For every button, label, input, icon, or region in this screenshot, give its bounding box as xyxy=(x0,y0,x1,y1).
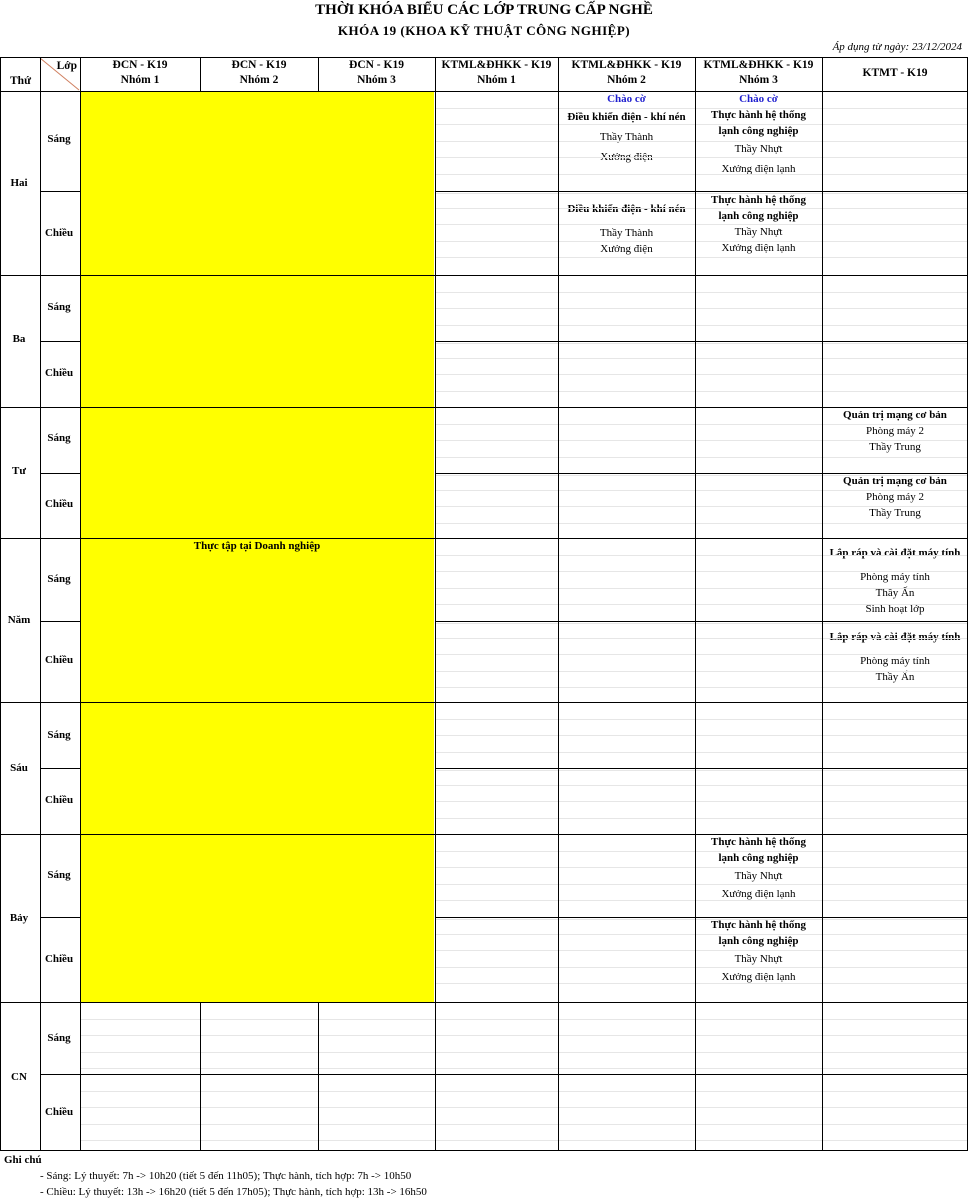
grid-line xyxy=(435,257,968,258)
grid-line xyxy=(40,917,80,918)
slot-bay-chieu-ktml3: Thực hành hệ thống lạnh công nghiệp Thầy Nhựt Xưởng điện lạnh xyxy=(711,919,806,983)
slot-nam-chieu-ktmt: Lắp ráp và cài đặt máy tính Phòng máy tính Thầy Ấn xyxy=(829,631,961,683)
grid-line xyxy=(435,343,968,344)
grid-line xyxy=(435,457,968,458)
grid-line xyxy=(435,818,968,819)
grid-line xyxy=(435,424,968,425)
column-header-5: KTML&ĐHKK - K19 Nhóm 2 xyxy=(571,59,682,86)
grid-line xyxy=(435,752,968,753)
session-morning: Sáng xyxy=(47,1032,71,1044)
slot-hai-sang-ktml2: Chào cờ Điều khiển điện - khí nén Thầy Thành Xưởng điện xyxy=(567,93,686,163)
session-morning: Sáng xyxy=(47,573,71,585)
grid-line xyxy=(435,851,968,852)
grid-line xyxy=(40,191,80,192)
grid-line xyxy=(435,801,968,802)
grid-line xyxy=(40,621,80,622)
page-title: THỜI KHÓA BIỂU CÁC LỚP TRUNG CẤP NGHỀ xyxy=(315,2,653,18)
header-lop: Lớp xyxy=(56,60,77,72)
session-afternoon: Chiều xyxy=(44,654,74,666)
timetable xyxy=(0,57,968,1151)
grid-line xyxy=(435,623,968,624)
day-bay: Bảy xyxy=(9,912,29,924)
grid-line xyxy=(200,57,201,91)
grid-line xyxy=(435,917,968,918)
grid-line xyxy=(435,374,968,375)
grid-line xyxy=(435,224,968,225)
grid-line xyxy=(435,241,968,242)
grid-line xyxy=(80,1074,968,1075)
grid-line xyxy=(0,1150,968,1151)
grid-line xyxy=(435,884,968,885)
grid-line xyxy=(435,341,968,342)
grid-line xyxy=(435,983,968,984)
session-morning: Sáng xyxy=(47,133,71,145)
grid-line xyxy=(80,1107,968,1108)
grid-line xyxy=(435,124,968,125)
session-morning: Sáng xyxy=(47,301,71,313)
day-nam: Năm xyxy=(7,614,31,626)
grid-line xyxy=(318,57,319,91)
grid-line xyxy=(435,475,968,476)
grid-line xyxy=(435,571,968,572)
grid-line xyxy=(435,506,968,507)
grid-line xyxy=(435,157,968,158)
column-header-1: ĐCN - K19 Nhóm 1 xyxy=(112,59,168,86)
grid-line xyxy=(695,57,696,1150)
grid-line xyxy=(200,1002,201,1150)
grid-line xyxy=(435,735,968,736)
session-afternoon: Chiều xyxy=(44,367,74,379)
applied-date: Áp dụng từ ngày: 23/12/2024 xyxy=(832,41,962,53)
grid-line xyxy=(435,621,968,622)
grid-line xyxy=(435,292,968,293)
column-header-2: ĐCN - K19 Nhóm 2 xyxy=(231,59,287,86)
column-header-4: KTML&ĐHKK - K19 Nhóm 1 xyxy=(441,59,552,86)
grid-line xyxy=(435,308,968,309)
grid-line xyxy=(558,57,559,1150)
grid-line xyxy=(435,671,968,672)
grid-line xyxy=(435,687,968,688)
grid-line xyxy=(318,1002,319,1150)
session-morning: Sáng xyxy=(47,869,71,881)
session-afternoon: Chiều xyxy=(44,1106,74,1118)
slot-tu-chieu-ktmt: Quản trị mạng cơ bản Phòng máy 2 Thầy Trung xyxy=(843,475,947,519)
grid-line xyxy=(0,57,1,1150)
session-afternoon: Chiều xyxy=(44,794,74,806)
notes xyxy=(4,1152,427,1200)
grid-line xyxy=(435,208,968,209)
grid-line xyxy=(435,193,968,194)
grid-line xyxy=(40,1074,80,1075)
internship-label: Thực tập tại Doanh nghiệp xyxy=(193,540,321,552)
grid-line xyxy=(435,358,968,359)
session-afternoon: Chiều xyxy=(44,498,74,510)
grid-line xyxy=(435,57,436,1150)
column-header-7: KTMT - K19 xyxy=(862,67,928,79)
grid-line xyxy=(435,174,968,175)
grid-line xyxy=(435,768,968,769)
notes-afternoon: - Chiều: Lý thuyết: 13h -> 16h20 (tiết 5 đến 17h05); Thực hành, tích hợp: 13h -> 16h50 xyxy=(40,1186,427,1198)
day-sau: Sáu xyxy=(10,762,28,774)
grid-line xyxy=(435,523,968,524)
grid-line xyxy=(435,141,968,142)
grid-line xyxy=(80,1052,968,1053)
grid-line xyxy=(80,1068,968,1069)
grid-line xyxy=(80,1091,968,1092)
slot-tu-sang-ktmt: Quản trị mạng cơ bản Phòng máy 2 Thầy Trung xyxy=(843,409,947,453)
header-thu: Thứ xyxy=(10,75,31,87)
grid-line xyxy=(435,604,968,605)
grid-line xyxy=(435,770,968,771)
grid-line xyxy=(435,555,968,556)
slot-nam-sang-ktmt: Lắp ráp và cài đặt máy tính Phòng máy tính Thầy Ấn Sinh hoạt lớp xyxy=(829,547,961,615)
day-ba: Ba xyxy=(12,333,26,345)
notes-heading: Ghi chú xyxy=(4,1154,42,1166)
grid-line xyxy=(435,490,968,491)
grid-line xyxy=(435,867,968,868)
grid-line xyxy=(80,1035,968,1036)
grid-line xyxy=(435,440,968,441)
grid-line xyxy=(435,654,968,655)
grid-line xyxy=(435,191,968,192)
session-morning: Sáng xyxy=(47,729,71,741)
grid-line xyxy=(435,785,968,786)
grid-line xyxy=(822,57,823,1150)
grid-line xyxy=(435,473,968,474)
page-subtitle: KHÓA 19 (KHOA KỸ THUẬT CÔNG NGHIỆP) xyxy=(337,23,631,38)
grid-line xyxy=(40,473,80,474)
grid-line xyxy=(40,57,41,1150)
session-afternoon: Chiều xyxy=(44,227,74,239)
day-hai: Hai xyxy=(10,177,28,189)
session-morning: Sáng xyxy=(47,432,71,444)
slot-hai-chieu-ktml3: Thực hành hệ thống lạnh công nghiệp Thầy Nhựt Xưởng điện lạnh xyxy=(711,194,806,254)
column-header-6: KTML&ĐHKK - K19 Nhóm 3 xyxy=(703,59,814,86)
grid-line xyxy=(40,768,80,769)
grid-line xyxy=(435,638,968,639)
day-tu: Tư xyxy=(12,465,26,477)
grid-line xyxy=(80,1124,968,1125)
grid-line xyxy=(435,919,968,920)
column-header-3: ĐCN - K19 Nhóm 3 xyxy=(349,59,404,86)
grid-line xyxy=(435,588,968,589)
grid-line xyxy=(80,57,81,1150)
grid-line xyxy=(435,391,968,392)
grid-line xyxy=(435,967,968,968)
grid-line xyxy=(435,108,968,109)
grid-line xyxy=(435,900,968,901)
slot-bay-sang-ktml3: Thực hành hệ thống lạnh công nghiệp Thầy Nhựt Xưởng điện lạnh xyxy=(711,836,806,900)
slot-hai-sang-ktml3: Chào cờ Thực hành hệ thống lạnh công nghiệp Thầy Nhựt Xưởng điện lạnh xyxy=(711,93,806,175)
grid-line xyxy=(80,1140,968,1141)
day-cn: CN xyxy=(11,1071,27,1083)
session-afternoon: Chiều xyxy=(44,953,74,965)
grid-line xyxy=(435,719,968,720)
grid-line xyxy=(80,1019,968,1020)
slot-hai-chieu-ktml2: Điều khiển điện - khí nén Thầy Thành Xưởng điện xyxy=(567,203,686,255)
grid-line xyxy=(435,950,968,951)
grid-line xyxy=(435,934,968,935)
grid-line xyxy=(435,325,968,326)
notes-morning: - Sáng: Lý thuyết: 7h -> 10h20 (tiết 5 đến 11h05); Thực hành, tích hợp: 7h -> 10h50 xyxy=(40,1170,412,1182)
grid-line xyxy=(40,341,80,342)
